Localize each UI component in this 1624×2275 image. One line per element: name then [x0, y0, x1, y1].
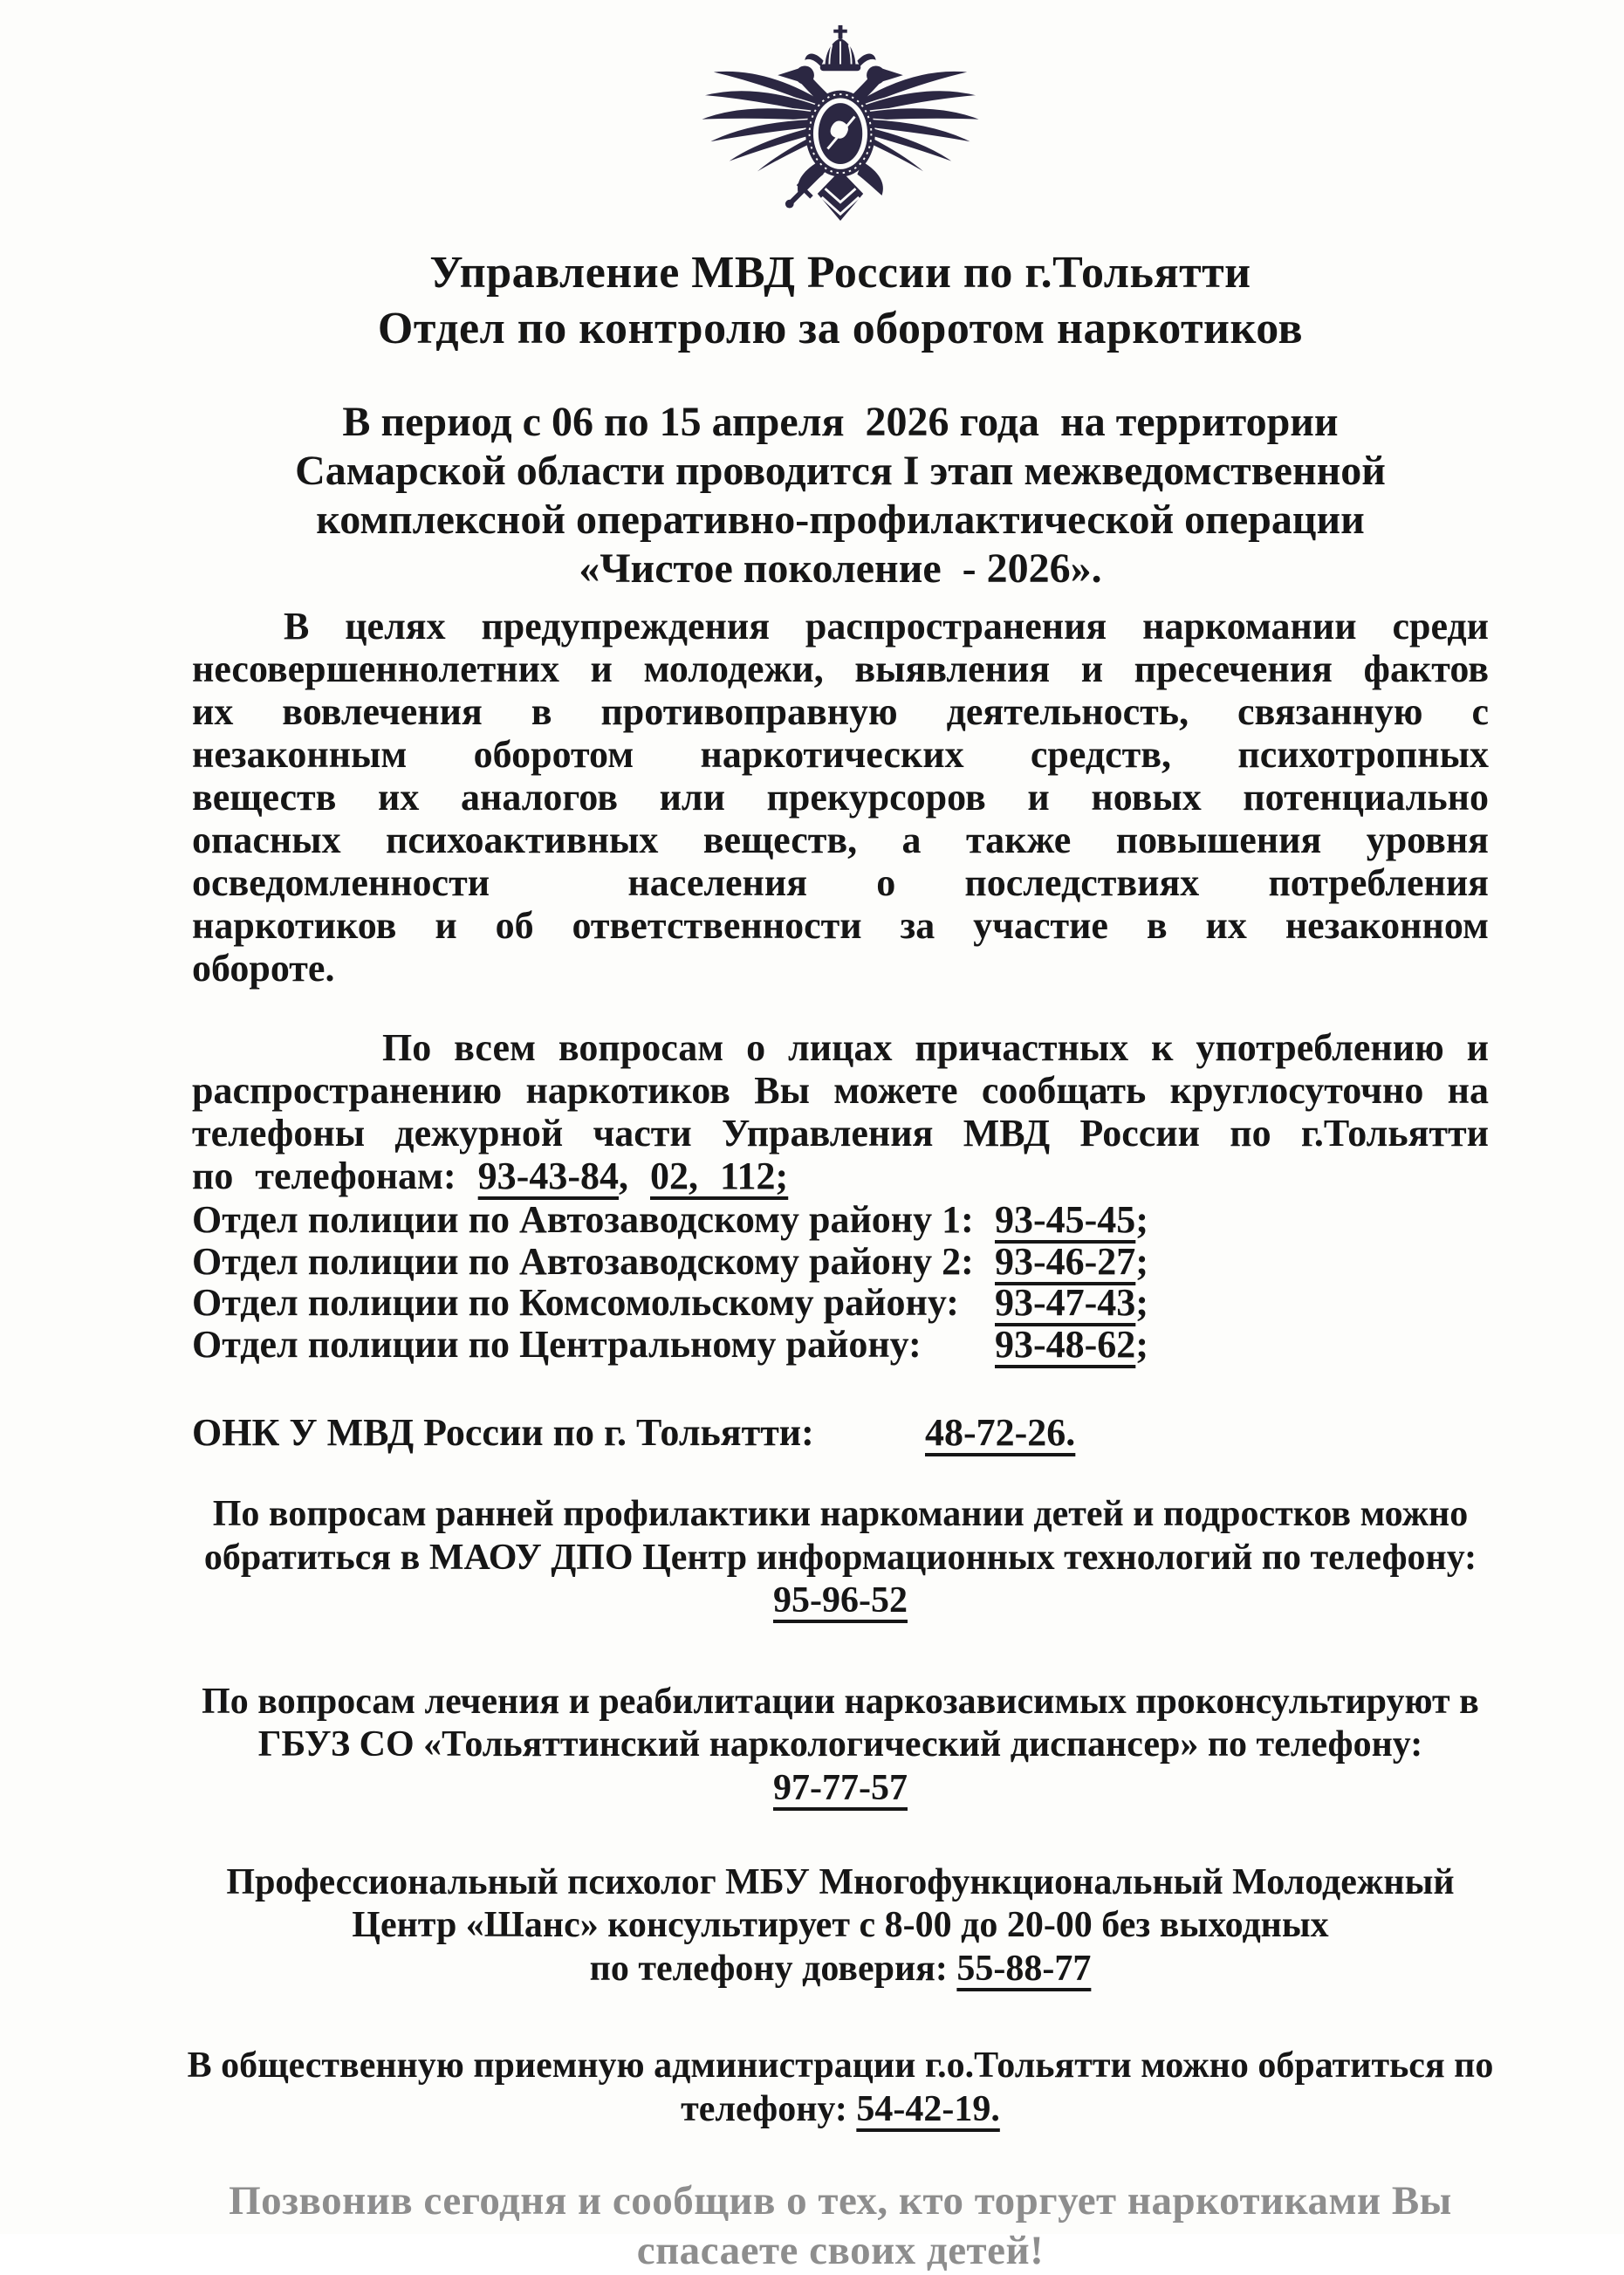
treatment-line: По вопросам лечения и реабилитации наркозависимых проконсультируют в	[202, 1681, 1479, 1722]
hotline-phone: 93-45-45	[995, 1198, 1136, 1242]
onk-phone: 48-72-26.	[925, 1411, 1076, 1455]
police-hotlines-list	[192, 1199, 1489, 1365]
treatment-phone: 97-77-57	[773, 1767, 908, 1808]
hotline-row	[192, 1282, 1489, 1324]
operation-name: «Чистое поколение - 2026».	[579, 545, 1102, 593]
operation-line: Самарской области проводится I этап межведомственной	[295, 448, 1386, 495]
onk-contact-row	[192, 1410, 1489, 1455]
psychologist-phone-prefix: по телефону доверия:	[589, 1948, 957, 1989]
duty-contacts-text: По всем вопросам о лицах причастных к употреблению и распространению наркотиков Вы можете сообщать круглосуточно на телефоны дежурной части Управления МВД России по г.Тольятти по телефонам:	[192, 1025, 1489, 1198]
hotline-phone: 93-47-43	[995, 1281, 1136, 1325]
hotline-label: Отдел полиции по Центральному району:	[192, 1322, 922, 1366]
prevention-block	[166, 1493, 1515, 1623]
hotline-suffix: ;	[1135, 1322, 1148, 1366]
mvd-double-headed-eagle-icon	[696, 23, 984, 223]
org-title-line-2: Отдел по контролю за оборотом наркотиков	[377, 304, 1304, 354]
eagle-tail	[818, 170, 863, 221]
hotline-row	[192, 1199, 1489, 1241]
hotline-suffix: ;	[1135, 1239, 1148, 1283]
prevention-line: По вопросам ранней профилактики наркомании детей и подростков можно	[212, 1494, 1469, 1535]
mvd-emblem	[696, 23, 984, 223]
psychologist-line: Профессиональный психолог МБУ Многофункциональный Молодежный	[226, 1861, 1455, 1902]
duty-phone-separator: ,	[618, 1155, 650, 1198]
reception-phone: 54-42-19.	[856, 2088, 1000, 2129]
reception-phone-line	[166, 2088, 1515, 2132]
org-title	[192, 245, 1489, 358]
operation-line: комплексной оперативно-профилактической операции	[316, 497, 1365, 544]
psychologist-phone-line	[166, 1948, 1515, 1991]
final-appeal-line: спасаете своих детей!	[636, 2227, 1045, 2273]
duty-phones-emergency: 02, 112;	[649, 1155, 789, 1198]
treatment-line: ГБУЗ СО «Тольяттинский наркологический диспансер» по телефону:	[257, 1724, 1423, 1765]
reception-line: В общественную приемную администрации г.о.Тольятти можно обратиться по	[187, 2045, 1494, 2087]
treatment-phone-line	[166, 1767, 1515, 1811]
purpose-paragraph: В целях предупреждения распространения наркомании среди несовершеннолетних и молодежи, выявления и пресечения фактов их вовлечения в противоправную деятельность, связанную с незаконным оборотом наркотических средств, психотропных веществ их аналогов или прекурсоров и новых потенциально опасных психоактивных веществ, а также повышения уровня осведомленности населения о последствиях потребления наркотиков и об ответственности за участие в их незаконном обороте.	[192, 604, 1489, 990]
hotline-label: Отдел полиции по Автозаводскому району 1:	[192, 1198, 974, 1242]
central-shield	[805, 91, 875, 177]
operation-announcement	[192, 398, 1489, 594]
prevention-line: обратиться в МАОУ ДПО Центр информационных технологий по телефону:	[203, 1537, 1477, 1578]
hotline-phone: 93-46-27	[995, 1239, 1136, 1283]
duty-contacts-paragraph	[192, 1026, 1489, 1197]
operation-line: В период с 06 по 15 апреля 2026 года на территории	[342, 398, 1339, 445]
reception-phone-prefix: телефону:	[681, 2088, 857, 2129]
hotline-suffix: ;	[1135, 1281, 1148, 1325]
prevention-phone: 95-96-52	[773, 1580, 908, 1621]
imperial-crown	[805, 25, 876, 71]
hotline-row	[192, 1241, 1489, 1283]
org-title-line-1: Управление МВД России по г.Тольятти	[429, 248, 1251, 298]
onk-label: ОНК У МВД России по г. Тольятти:	[192, 1411, 814, 1455]
hotline-phone: 93-48-62	[995, 1322, 1136, 1366]
final-appeal	[166, 2176, 1515, 2275]
hotline-label: Отдел полиции по Автозаводскому району 2:	[192, 1239, 974, 1283]
reception-block	[166, 2045, 1515, 2131]
psychologist-line: Центр «Шанс» консультирует с 8-00 до 20-00 без выходных	[352, 1905, 1329, 1946]
psychologist-phone: 55-88-77	[956, 1948, 1092, 1989]
hotline-row	[192, 1324, 1489, 1366]
treatment-block	[166, 1681, 1515, 1811]
final-appeal-line: Позвонив сегодня и сообщив о тех, кто торгует наркотиками Вы	[229, 2178, 1452, 2224]
prevention-phone-line	[166, 1579, 1515, 1623]
duty-phone-main: 93-43-84	[477, 1155, 619, 1198]
hotline-suffix: ;	[1135, 1198, 1148, 1242]
hotline-label: Отдел полиции по Комсомольскому району:	[192, 1281, 959, 1325]
psychologist-block	[166, 1861, 1515, 1991]
